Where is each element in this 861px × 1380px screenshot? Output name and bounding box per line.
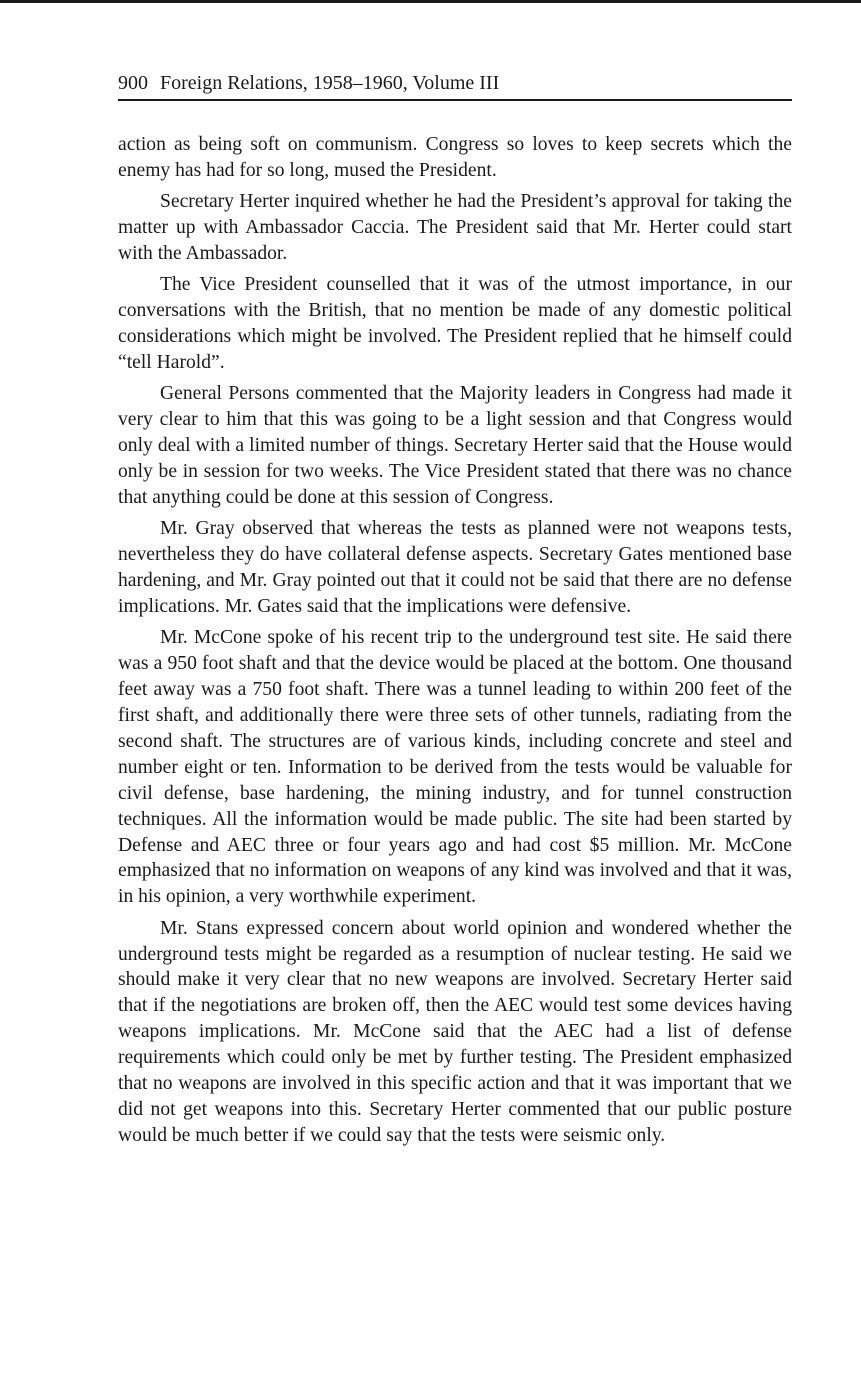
running-header	[118, 70, 792, 101]
body-text	[118, 132, 792, 1149]
paragraph: Mr. McCone spoke of his recent trip to the underground test site. He said there was a 950 foot shaft and that the device would be placed at the bottom. One thousand feet away was a 750 foot shaft. There was a tunnel leading to within 200 feet of the first shaft, and additionally there were three sets of other tunnels, radiating from the second shaft. The structures are of various kinds, including concrete and steel and number eight or ten. Information to be derived from the tests would be valuable for civil defense, base hardening, the mining industry, and for tunnel construction techniques. All the information would be made public. The site had been started by Defense and AEC three or four years ago and had cost $5 million. Mr. McCone emphasized that no information on weapons of any kind was involved and that it was, in his opinion, a very worthwhile experiment.	[118, 627, 792, 908]
paragraph: Mr. Stans expressed concern about world opinion and wondered whether the underground tests might be regarded as a resumption of nuclear testing. He said we should make it very clear that no new weapons are involved. Secretary Herter said that if the negotiations are broken off, then the AEC would test some devices having weapons implications. Mr. McCone said that the AEC had a list of defense requirements which could only be met by further testing. The President emphasized that no weapons are involved in this specific action and that it was important that we did not get weapons into this. Secretary Herter commented that our public posture would be much better if we could say that the tests were seismic only.	[118, 917, 792, 1146]
page-number: 900	[118, 72, 148, 94]
paragraph: The Vice President counselled that it was of the utmost importance, in our conversations with the British, that no mention be made of any domestic political considerations which might be involved. The President replied that he himself could “tell Harold”.	[118, 274, 792, 374]
paragraph-continued: action as being soft on communism. Congress so loves to keep secrets which the enemy has had for so long, mused the President.	[118, 134, 792, 181]
document-page	[118, 70, 792, 1154]
paragraph: General Persons commented that the Majority leaders in Congress had made it very clear to him that this was going to be a light session and that Congress would only deal with a limited number of things. Secretary Herter said that the House would only be in session for two weeks. The Vice President stated that there was no chance that anything could be done at this session of Congress.	[118, 383, 792, 508]
paragraph: Secretary Herter inquired whether he had the President’s approval for taking the matter up with Ambassador Caccia. The President said that Mr. Herter could start with the Ambassador.	[118, 191, 792, 265]
scan-border	[0, 0, 861, 3]
paragraph: Mr. Gray observed that whereas the tests as planned were not weapons tests, nevertheless they do have collateral defense aspects. Secretary Gates mentioned base hardening, and Mr. Gray pointed out that it could not be said that there are no defense implications. Mr. Gates said that the implications were defensive.	[118, 518, 792, 617]
volume-title: Foreign Relations, 1958–1960, Volume III	[160, 72, 500, 94]
